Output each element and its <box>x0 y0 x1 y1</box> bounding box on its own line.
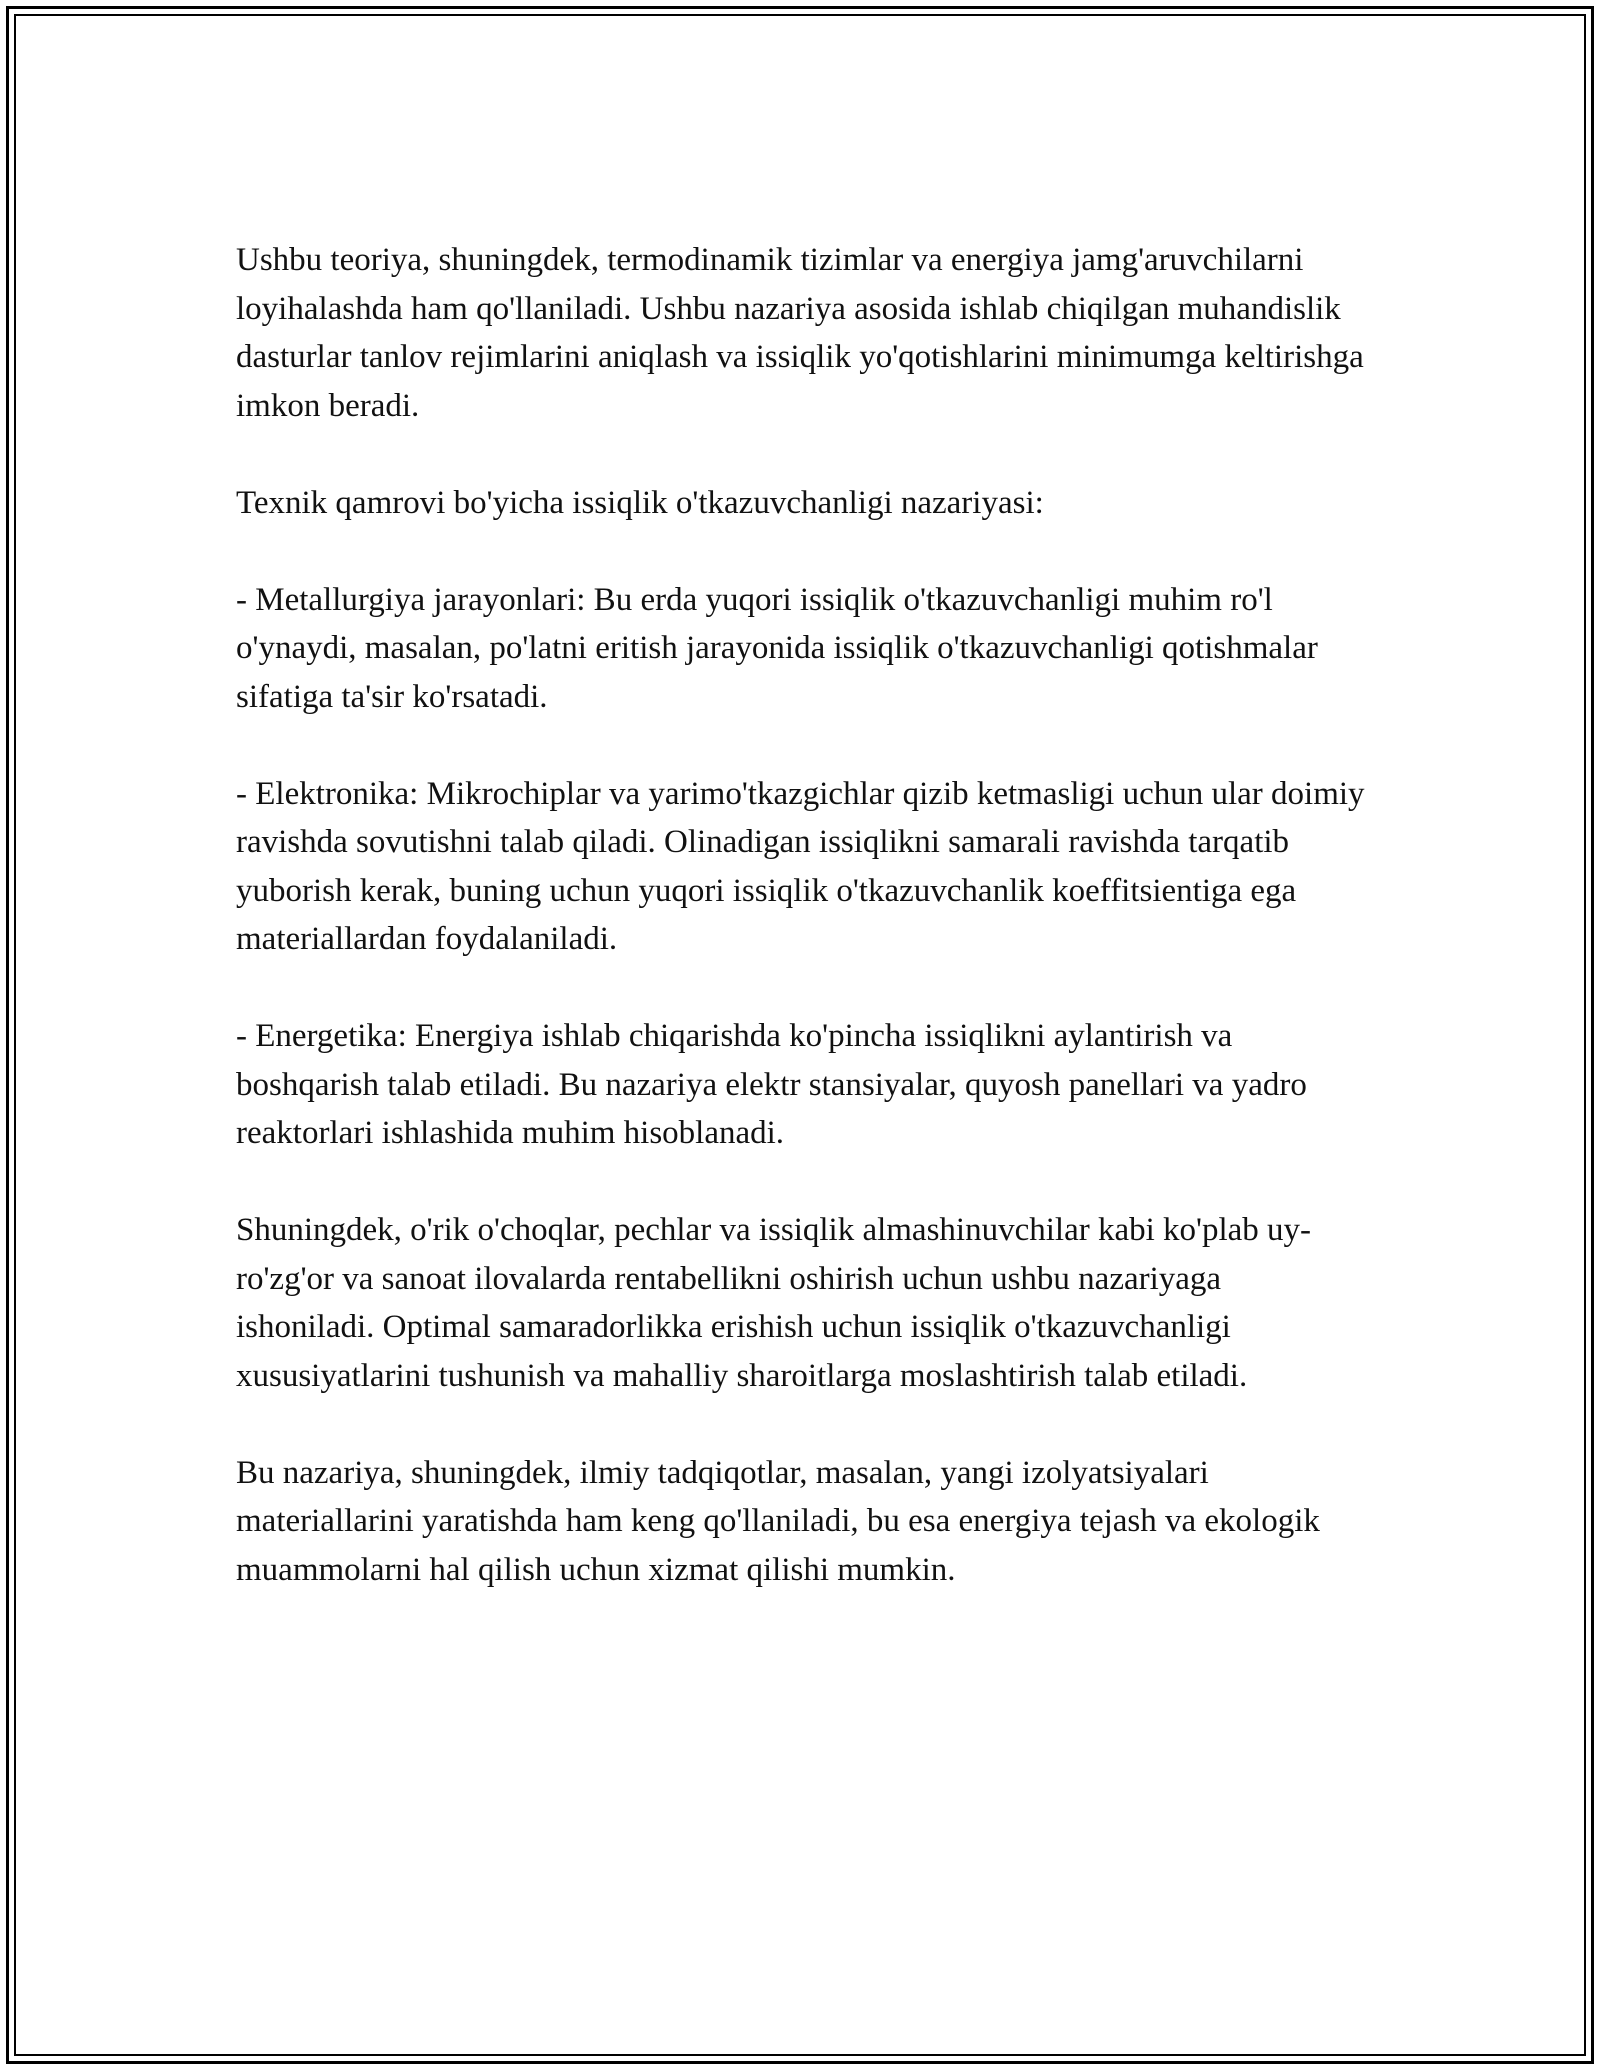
paragraph-intro: Ushbu teoriya, shuningdek, termodinamik tizimlar va energiya jamg'aruvchilarni loyihalashda ham qo'llaniladi. Ushbu nazariya asosida ishlab chiqilgan muhandislik dasturlar tanlov rejimlarini aniqlash va issiqlik yo'qotishlarini minimumga keltirishga imkon beradi. <box>236 242 1364 424</box>
document-body <box>236 236 1366 1594</box>
paragraph-research: Bu nazariya, shuningdek, ilmiy tadqiqotlar, masalan, yangi izolyatsiyalari materiallarini yaratishda ham keng qo'llaniladi, bu esa energiya tejash va ekologik muammolarni hal qilish uchun xizmat qilishi mumkin. <box>236 1454 1320 1588</box>
list-item-electronics: - Elektronika: Mikrochiplar va yarimo'tkazgichlar qizib ketmasligi uchun ular doimiy ravishda sovutishni talab qiladi. Olinadigan issiqlikni samarali ravishda tarqatib yuborish kerak, buning uchun yuqori issiqlik o'tkazuvchanlik koeffitsientiga ega materiallardan foydalaniladi. <box>236 775 1365 957</box>
paragraph-household-industry: Shuningdek, o'rik o'choqlar, pechlar va issiqlik almashinuvchilar kabi ko'plab uy-ro'zg'or va sanoat ilovalarda rentabellikni oshirish uchun ushbu nazariyaga ishoniladi. Optimal samaradorlikka erishish uchun issiqlik o'tkazuvchanligi xususiyatlarini tushunish va mahalliy sharoitlarga moslashtirish talab etiladi. <box>236 1212 1312 1394</box>
paragraph-scope-heading: Texnik qamrovi bo'yicha issiqlik o'tkazuvchanligi nazariyasi: <box>236 484 1044 521</box>
list-item-energy: - Energetika: Energiya ishlab chiqarishda ko'pincha issiqlikni aylantirish va boshqarish talab etiladi. Bu nazariya elektr stansiyalar, quyosh panellari va yadro reaktorlari ishlashida muhim hisoblanadi. <box>236 1018 1307 1151</box>
list-item-metallurgy: - Metallurgiya jarayonlari: Bu erda yuqori issiqlik o'tkazuvchanligi muhim ro'l o'ynaydi, masalan, po'latni eritish jarayonida issiqlik o'tkazuvchanligi qotishmalar sifatiga ta'sir ko'rsatadi. <box>236 581 1318 715</box>
